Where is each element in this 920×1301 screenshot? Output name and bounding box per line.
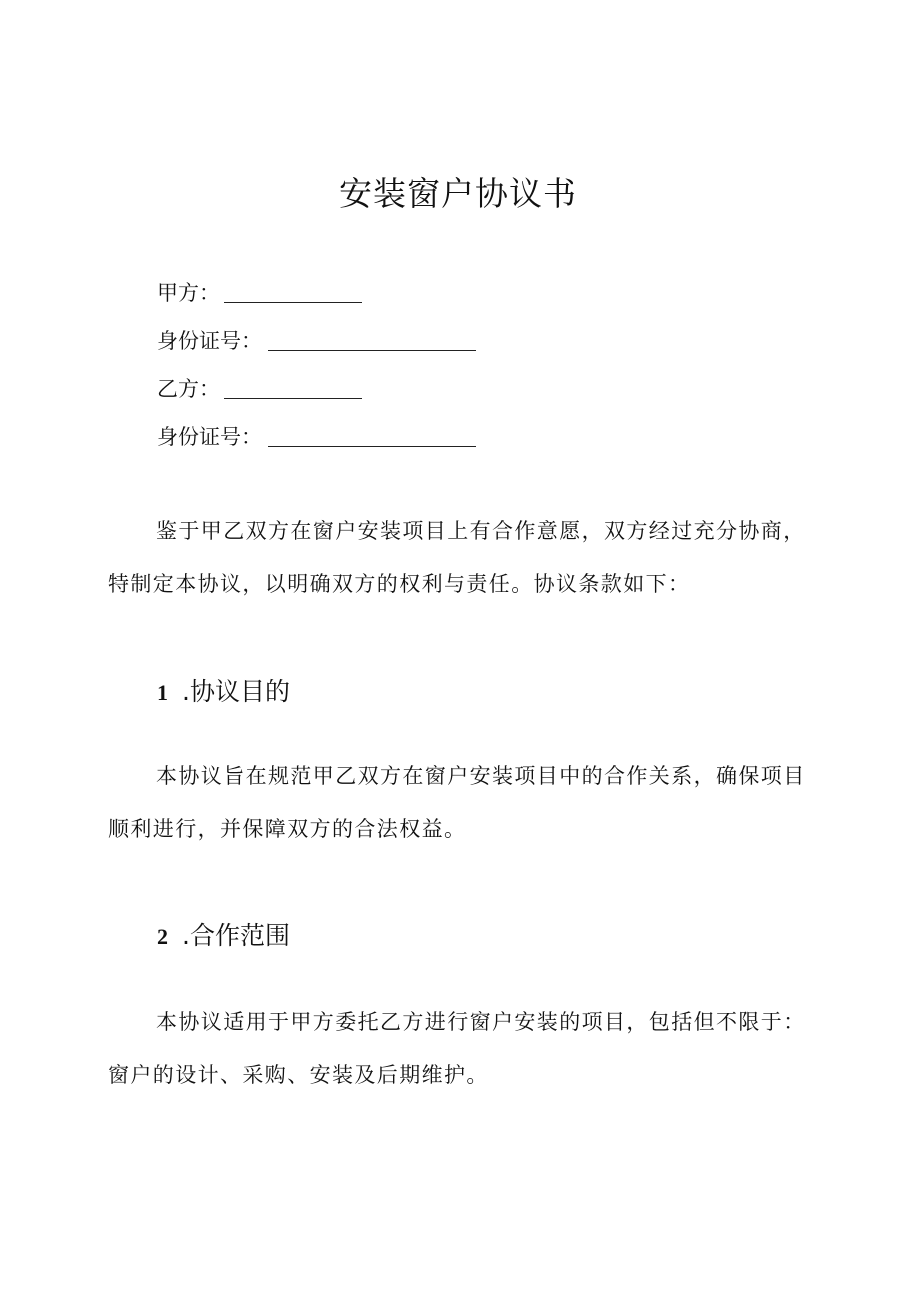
party-a-id-row xyxy=(157,326,476,356)
party-b-id-row xyxy=(157,422,476,452)
section-1-body: 本协议旨在规范甲乙双方在窗户安装项目中的合作关系，确保项目顺利进行，并保障双方的合法权益。 xyxy=(108,764,806,841)
party-a-label: 甲方： xyxy=(157,281,220,305)
intro-paragraph: 鉴于甲乙双方在窗户安装项目上有合作意愿，双方经过充分协商，特制定本协议，以明确双方的权利与责任。协议条款如下： xyxy=(108,519,806,596)
section-2-heading xyxy=(157,916,290,957)
section-2-title: .合作范围 xyxy=(182,921,290,950)
party-b-blank-line xyxy=(224,397,362,399)
party-b-id-label: 身份证号： xyxy=(157,425,262,449)
section-1-heading xyxy=(157,672,290,713)
section-2-body: 本协议适用于甲方委托乙方进行窗户安装的项目，包括但不限于：窗户的设计、采购、安装及后期维护。 xyxy=(108,1010,806,1087)
party-a-id-label: 身份证号： xyxy=(157,329,262,353)
party-b-id-blank-line xyxy=(268,445,476,447)
party-b-label: 乙方： xyxy=(157,377,220,401)
party-b-row xyxy=(157,374,362,404)
section-1-title: .协议目的 xyxy=(182,677,290,706)
party-a-id-blank-line xyxy=(268,349,476,351)
party-a-blank-line xyxy=(224,301,362,303)
section-2-number: 2 xyxy=(157,924,168,949)
document-title: 安装窗户协议书 xyxy=(339,174,577,213)
section-1-number: 1 xyxy=(157,680,168,705)
party-a-row xyxy=(157,278,362,308)
